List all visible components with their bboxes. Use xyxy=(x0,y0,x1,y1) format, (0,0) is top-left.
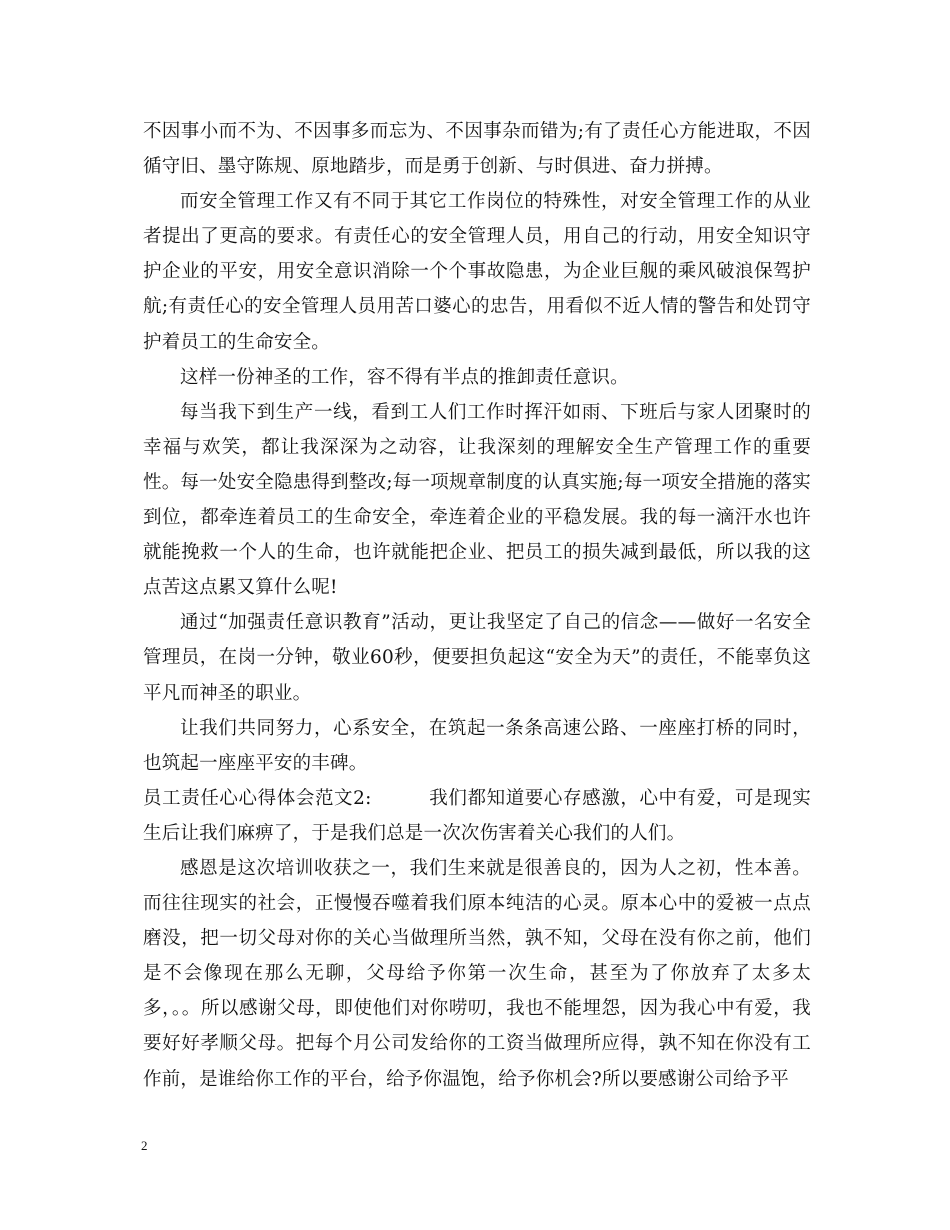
paragraph-6: 让我们共同努力，心系安全，在筑起一条条高速公路、一座座打桥的同时，也筑起一座座平安的丰碑。 xyxy=(143,717,811,774)
paragraph-8: 感恩是这次培训收获之一，我们生来就是很善良的，因为人之初，性本善。而往往现实的社会，正慢慢吞噬着我们原本纯洁的心灵。原本心中的爱被一点点磨没，把一切父母对你的关心当做理所当然，孰不知，父母在没有你之前，他们是不会像现在那么无聊，父母给予你第一次生命，甚至为了你放弃了太多太多，。。所以感谢父母，即使他们对你唠叨，我也不能埋怨，因为我心中有爱，我要好好孝顺父母。把每个月公司发给你的工资当做理所应得，孰不知在你没有工作前，是谁给你工作的平台，给予你温饱，给予你机会?所以要感谢公司给予平 xyxy=(143,857,811,1090)
paragraph-4: 每当我下到生产一线，看到工人们工作时挥汗如雨、下班后与家人团聚时的幸福与欢笑，都让我深深为之动容，让我深刻的理解安全生产管理工作的重要性。每一处安全隐患得到整改;每一项规章制度的认真实施;每一项安全措施的落实到位，都牵连着员工的生命安全，牵连着企业的平稳发展。我的每一滴汗水也许就能挽救一个人的生命，也许就能把企业、把员工的损失减到最低，所以我的这点苦这点累又算什么呢! xyxy=(143,401,811,599)
page-number: 2 xyxy=(141,1138,148,1153)
paragraph-3: 这样一份神圣的工作，容不得有半点的推卸责任意识。 xyxy=(180,366,629,388)
paragraph-2: 而安全管理工作又有不同于其它工作岗位的特殊性，对安全管理工作的从业者提出了更高的要求。有责任心的安全管理人员，用自己的行动，用安全知识守护企业的平安，用安全意识消除一个个事故隐患，为企业巨舰的乘风破浪保驾护航;有责任心的安全管理人员用苦口婆心的忠告，用看似不近人情的警告和处罚守护着员工的生命安全。 xyxy=(143,191,811,353)
paragraph-5: 通过“加强责任意识教育”活动，更让我坚定了自己的信念——做好一名安全管理员，在岗一分钟，敬业60秒，便要担负起这“安全为天”的责任，不能辜负这平凡而神圣的职业。 xyxy=(143,612,811,704)
paragraph-7: 员工责任心心得体会范文2: 我们都知道要心存感激，心中有爱，可是现实生后让我们麻痹了，于是我们总是一次次伤害着关心我们的人们。 xyxy=(143,787,811,844)
body-text xyxy=(143,114,811,1097)
paragraph-1: 不因事小而不为、不因事多而忘为、不因事杂而错为;有了责任心方能进取，不因循守旧、墨守陈规、原地踏步，而是勇于创新、与时俱进、奋力拼搏。 xyxy=(143,121,811,178)
